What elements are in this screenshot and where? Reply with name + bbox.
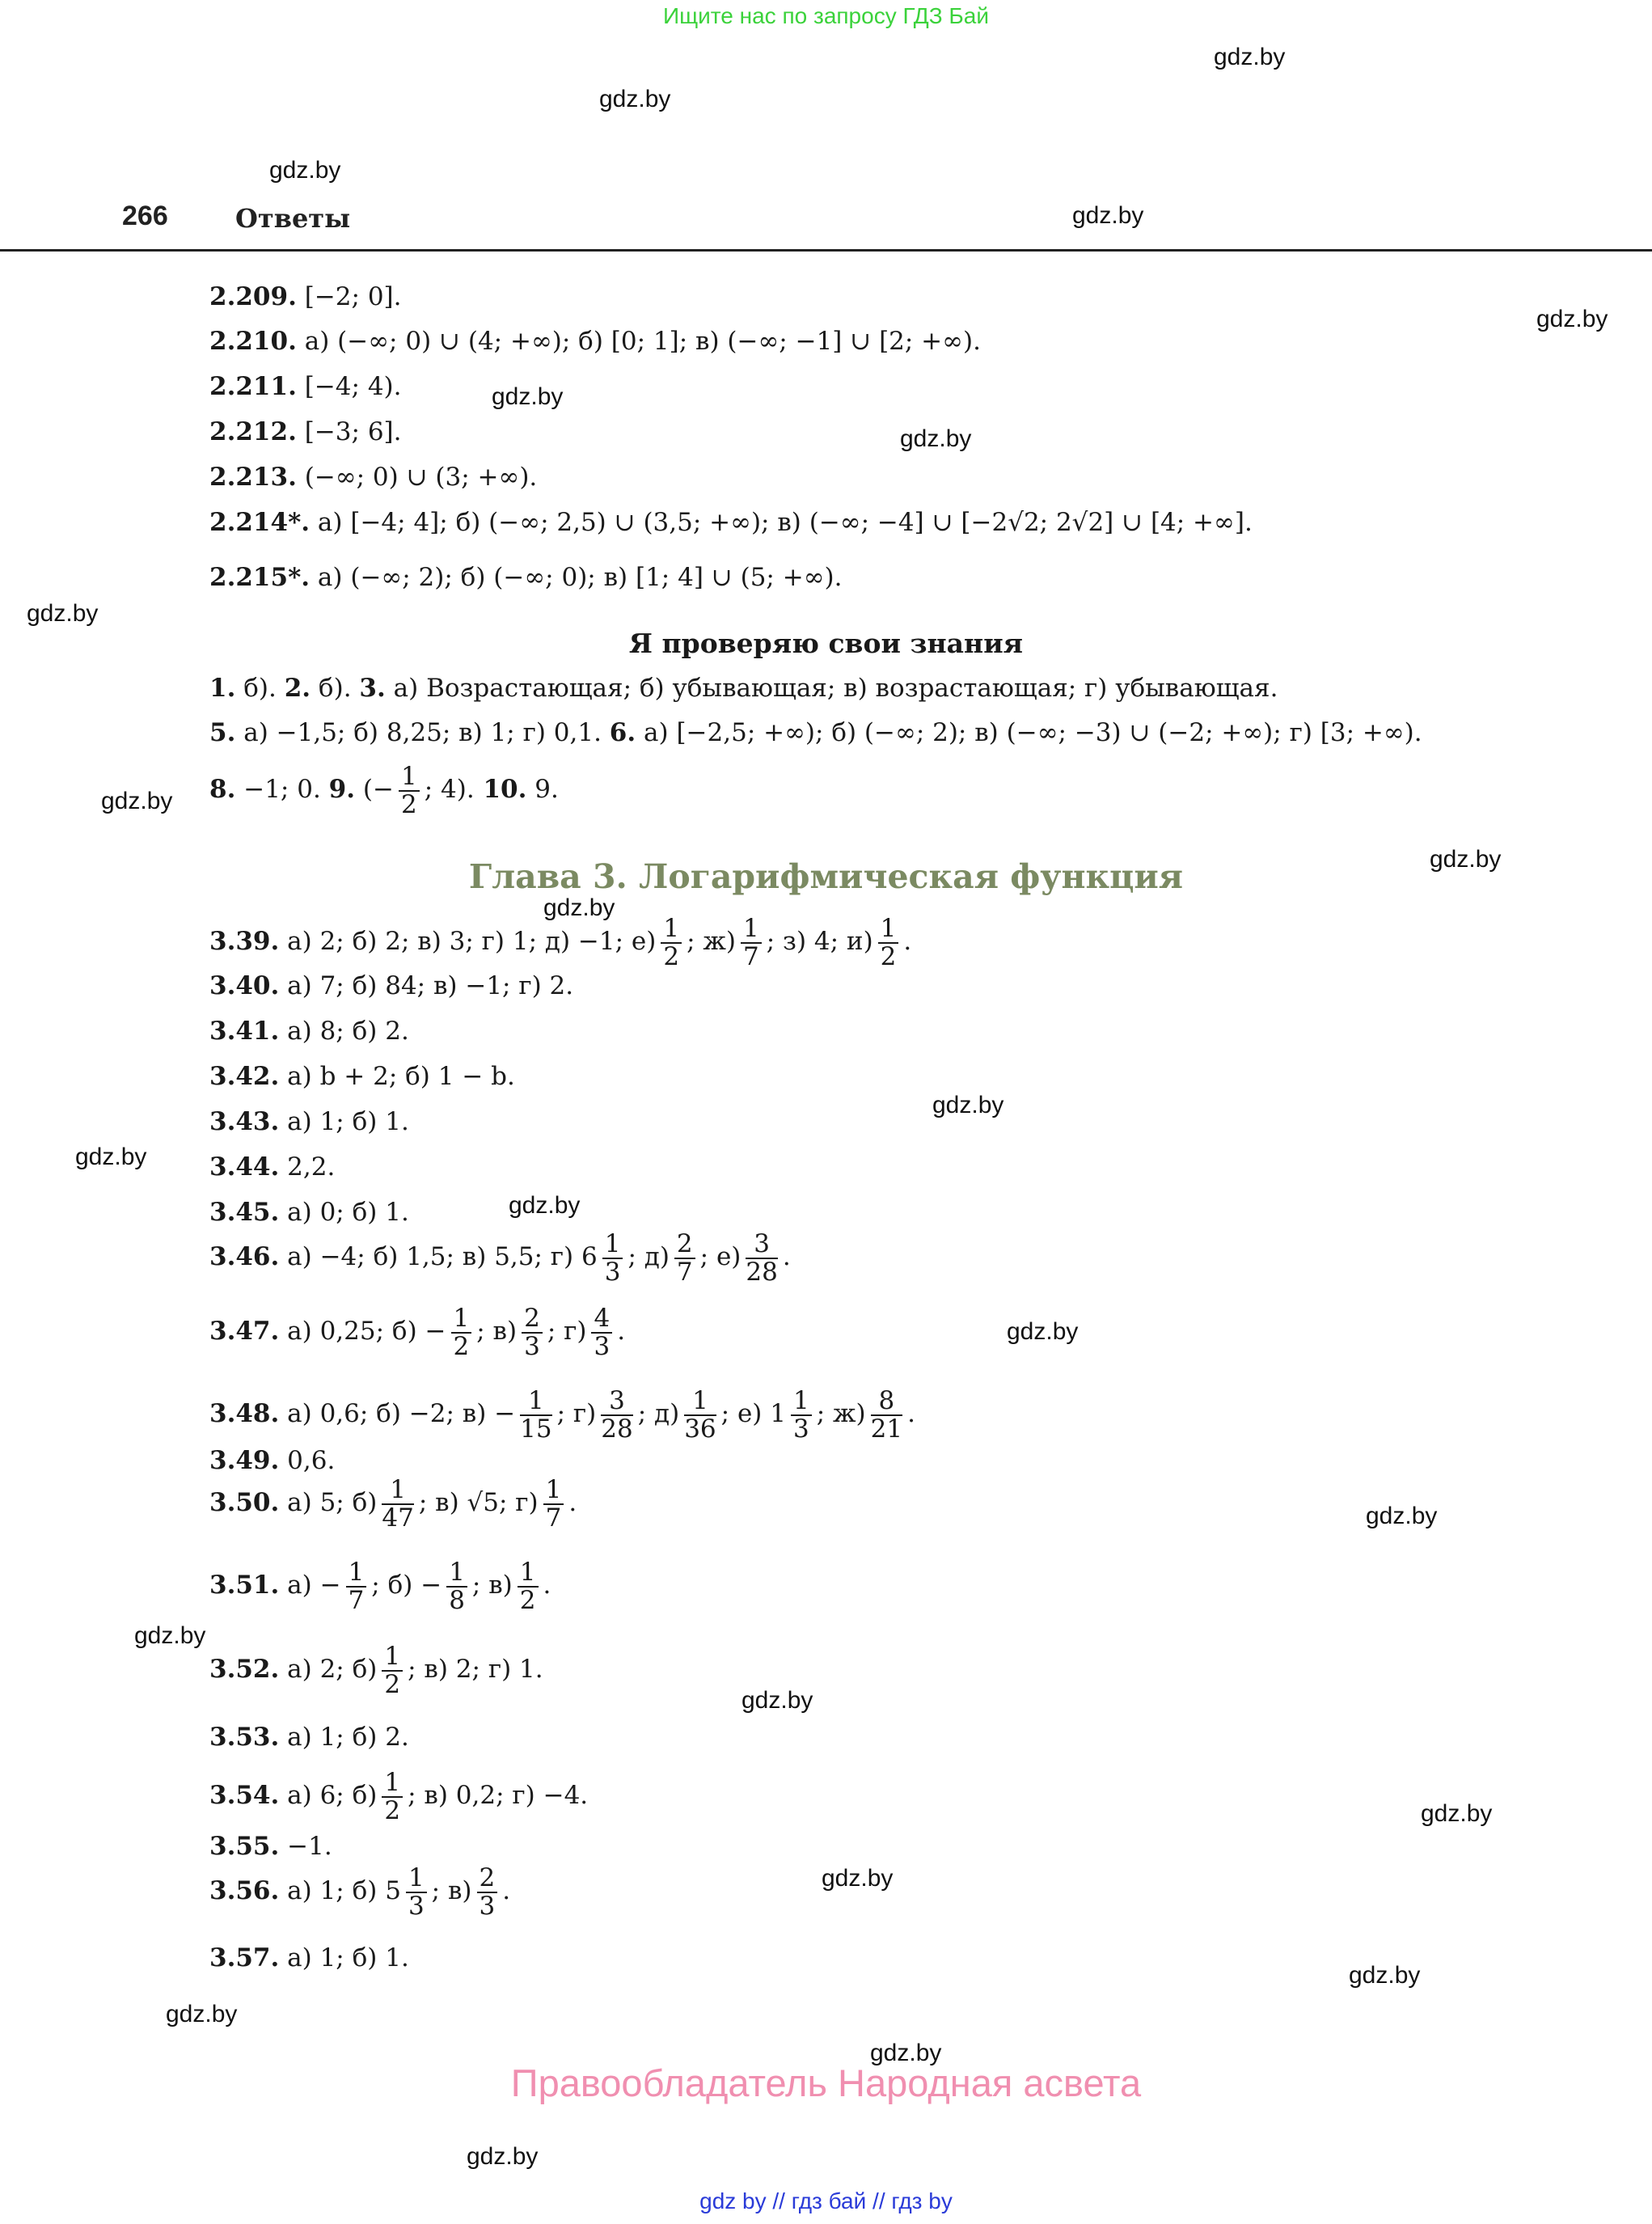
watermark: gdz.by [101,788,173,814]
answer-3-45: 3.45. а) 0; б) 1. [209,1198,409,1227]
answer-3-41: 3.41. а) 8; б) 2. [209,1017,409,1046]
answer-3-54: 3.54. а) 6; б) $\frac{1}{2}$ ; в) 0,2; г) −4. [209,1768,589,1825]
watermark: gdz.by [932,1092,1004,1118]
watermark: gdz.by [1421,1800,1493,1827]
answer-2-211: 2.211. [−4; 4). [209,372,402,401]
section-heading: Я проверяю свои знания [628,628,1024,659]
answer-3-57: 3.57. а) 1; б) 1. [209,1943,409,1972]
chapter-title: Глава 3. Логарифмическая функция [468,857,1184,896]
answer-2-213: 2.213. (−∞; 0) ∪ (3; +∞). [209,463,538,492]
watermark: gdz.by [741,1687,813,1714]
answer-3-46: 3.46. а) −4; б) 1,5; в) 5,5; г) 6 $\frac{1}{3}$ ; д) $\frac{2}{7}$ ; е) $\frac{3}{28}$ . [209,1229,791,1287]
watermark: gdz.by [509,1192,581,1219]
watermark: gdz.by [1430,846,1502,873]
answer-3-51: 3.51. а) − $\frac{1}{7}$ ; б) − $\frac{1}{8}$ ; в) $\frac{1}{2}$ . [209,1558,551,1615]
watermark: gdz.by [27,600,99,627]
answer-3-53: 3.53. а) 1; б) 2. [209,1723,409,1752]
self-check-line-3: 8. −1; 0. 9. (− $\frac{1}{2}$ ; 4). 10. 9. [209,762,559,819]
watermark: gdz.by [900,425,972,452]
watermark: gdz.by [1349,1962,1421,1989]
self-check-line-2: 5. а) −1,5; б) 8,25; в) 1; г) 0,1. 6. а) [−2,5; +∞); б) (−∞; 2); в) (−∞; −3) ∪ (−2; +∞); г) [3; +∞). [209,718,1422,747]
answer-3-42: 3.42. а) b + 2; б) 1 − b. [209,1062,515,1091]
search-banner[interactable]: Ищите нас по запросу ГДЗ Бай [662,3,990,28]
header-rule [0,249,1652,252]
watermark: gdz.by [1366,1503,1438,1529]
watermark: gdz.by [75,1144,147,1170]
watermark: gdz.by [1072,202,1144,229]
watermark: gdz.by [822,1865,894,1892]
watermark: gdz.by [1536,306,1608,332]
fraction: $\frac{1}{2}$ [399,763,420,818]
answer-2-209: 2.209. [−2; 0]. [209,282,402,311]
watermark: gdz.by [134,1622,206,1649]
watermark: gdz.by [599,86,671,112]
answer-3-52: 3.52. а) 2; б) $\frac{1}{2}$ ; в) 2; г) 1. [209,1642,543,1699]
watermark: gdz.by [543,894,615,921]
answer-3-50: 3.50. а) 5; б) $\frac{1}{47}$ ; в) √5; г) $\frac{1}{7}$ . [209,1475,577,1533]
answer-2-215: 2.215*. а) (−∞; 2); б) (−∞; 0); в) [1; 4] ∪ (5; +∞). [209,563,843,592]
footer-links[interactable]: gdz by // гдз бай // гдз by [699,2188,953,2213]
watermark: gdz.by [1007,1318,1079,1345]
watermark: gdz.by [870,2040,942,2066]
watermark: gdz.by [467,2143,539,2170]
answer-3-55: 3.55. −1. [209,1832,332,1861]
answer-3-40: 3.40. а) 7; б) 84; в) −1; г) 2. [209,971,574,1000]
rights-notice: Правообладатель Народная асвета [510,2061,1142,2104]
answer-2-212: 2.212. [−3; 6]. [209,417,402,446]
running-header: Ответы [235,203,351,234]
answer-3-44: 3.44. 2,2. [209,1152,336,1182]
answer-3-49: 3.49. 0,6. [209,1446,336,1475]
answer-3-56: 3.56. а) 1; б) 5 $\frac{1}{3}$ ; в) $\frac{2}{3}$ . [209,1863,511,1921]
answer-3-43: 3.43. а) 1; б) 1. [209,1107,409,1136]
watermark: gdz.by [492,383,564,410]
watermark: gdz.by [1214,44,1286,70]
answer-3-48: 3.48. а) 0,6; б) −2; в) − $\frac{1}{15}$ ; г) $\frac{3}{28}$ ; д) $\frac{1}{36}$ ; е) 1 $\frac{1}{3}$ ; ж) $\frac{8}{21}$ . [209,1386,915,1444]
watermark: gdz.by [269,157,341,184]
answer-2-214: 2.214*. а) [−4; 4]; б) (−∞; 2,5) ∪ (3,5; +∞); в) (−∞; −4] ∪ [−2√2; 2√2] ∪ [4; +∞]. [209,508,1253,537]
answer-2-210: 2.210. а) (−∞; 0) ∪ (4; +∞); б) [0; 1]; в) (−∞; −1] ∪ [2; +∞). [209,327,981,356]
page-number: 266 [122,201,168,231]
watermark: gdz.by [166,2001,238,2027]
answer-3-47: 3.47. а) 0,25; б) − $\frac{1}{2}$ ; в) $\frac{2}{3}$ ; г) $\frac{4}{3}$ . [209,1304,626,1361]
self-check-line-1: 1. б). 2. б). 3. а) Возрастающая; б) убывающая; в) возрастающая; г) убывающая. [209,674,1278,703]
answer-3-39: 3.39. а) 2; б) 2; в) 3; г) 1; д) −1; е) $\frac{1}{2}$ ; ж) $\frac{1}{7}$ ; з) 4; и) $\frac{1}{2}$ . [209,914,912,971]
